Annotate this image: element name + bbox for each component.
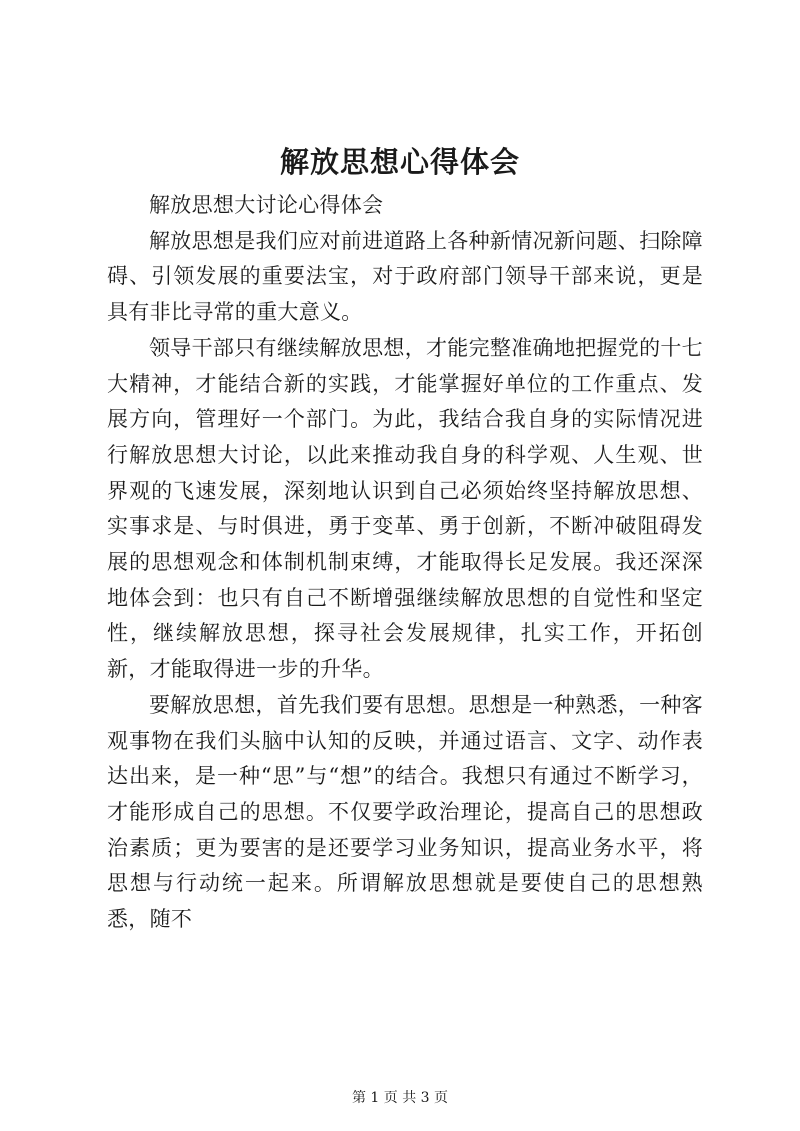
paragraph-1: 解放思想是我们应对前进道路上各种新情况新问题、扫除障碍、引领发展的重要法宝，对于政府部门领导干部来说，更是具有非比寻常的重大意义。	[107, 228, 703, 325]
paragraph-2: 领导干部只有继续解放思想，才能完整准确地把握党的十七大精神，才能结合新的实践，才能掌握好单位的工作重点、发展方向，管理好一个部门。为此，我结合我自身的实际情况进行解放思想大讨论，以此来推动我自身的科学观、人生观、世界观的飞速发展，深刻地认识到自己必须始终坚持解放思想、实事求是、与时俱进，勇于变革、勇于创新，不断冲破阻碍发展的思想观念和体制机制束缚，才能取得长足发展。我还深深地体会到：也只有自己不断增强继续解放思想的自觉性和坚定性，继续解放思想，探寻社会发展规律，扎实工作，开拓创新，才能取得进一步的升华。	[107, 335, 703, 682]
document-body	[107, 188, 703, 938]
page-number-footer: 第 1 页 共 3 页	[351, 1090, 449, 1106]
document-title: 解放思想心得体会	[279, 145, 520, 179]
paragraph-subtitle: 解放思想大讨论心得体会	[149, 193, 384, 217]
paragraph-3: 要解放思想，首先我们要有思想。思想是一种熟悉，一种客观事物在我们头脑中认知的反映，并通过语言、文字、动作表达出来，是一种“思”与“想”的结合。我想只有通过不断学习，才能形成自己的思想。不仅要学政治理论，提高自己的思想政治素质；更为要害的是还要学习业务知识，提高业务水平，将思想与行动统一起来。所谓解放思想就是要使自己的思想熟悉，随不	[107, 692, 703, 932]
